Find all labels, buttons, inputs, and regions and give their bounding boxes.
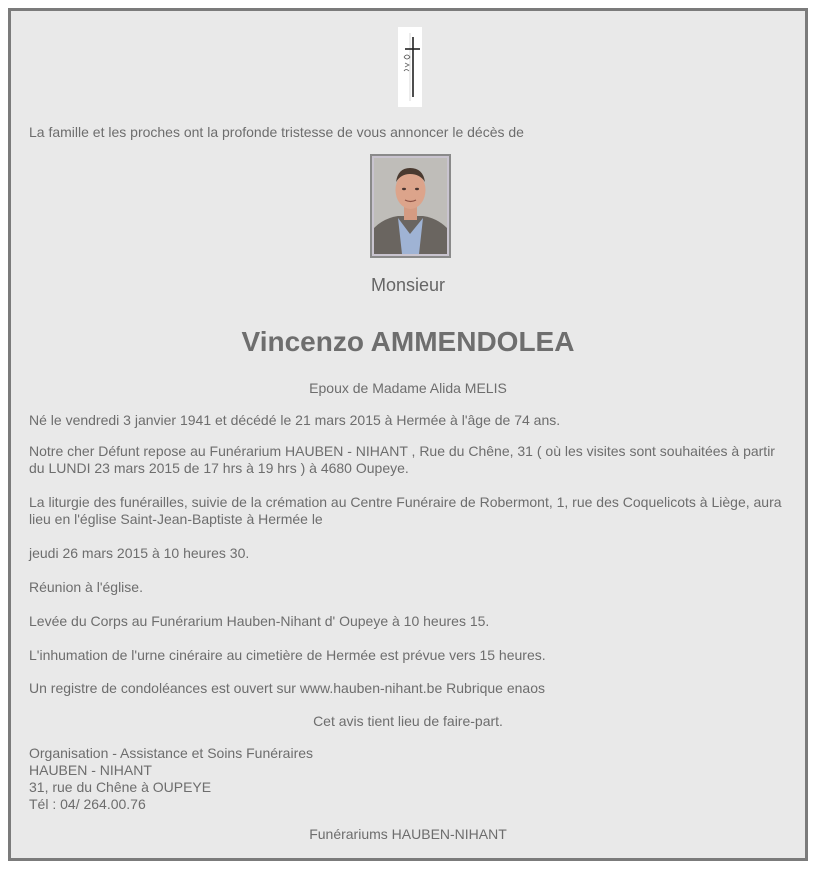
portrait-photo [370, 154, 451, 258]
burial-text: L'inhumation de l'urne cinéraire au cimetière de Hermée est prévue vers 15 heures. [29, 647, 546, 663]
ceremony-date-text: jeudi 26 mars 2015 à 10 heures 30. [29, 545, 250, 561]
footer-text: Funérariums HAUBEN-NIHANT [309, 826, 507, 842]
condolences-text: Un registre de condoléances est ouvert sur www.hauben-nihant.be Rubrique enaos [29, 680, 545, 696]
cross-icon [398, 27, 422, 107]
salutation: Monsieur [370, 275, 446, 295]
liturgy-text: La liturgie des funérailles, suivie de la crémation au Centre Funéraire de Robermont, 1, rue des Coquelicots à Liège, aura lieu en l'église Saint-Jean-Baptiste à Hermée le [29, 494, 782, 527]
organisation-line-2: HAUBEN - NIHANT [29, 762, 152, 778]
notice-text: Cet avis tient lieu de faire-part. [313, 713, 503, 729]
cross-emblem [398, 27, 422, 107]
organisation-line-1: Organisation - Assistance et Soins Funéraires [29, 745, 314, 761]
obituary-card [8, 8, 808, 861]
intro-text: La famille et les proches ont la profonde tristesse de vous annoncer le décès de [29, 124, 524, 140]
meeting-text: Réunion à l'église. [29, 579, 143, 595]
rest-place-text: Notre cher Défunt repose au Funérarium HAUBEN - NIHANT , Rue du Chêne, 31 ( où les visites sont souhaitées à partir du LUNDI 23 mars 2015 de 17 hrs à 19 hrs ) à 4680 Oupeye. [29, 443, 775, 476]
organisation-block [29, 745, 787, 813]
organisation-line-3: 31, rue du Chêne à OUPEYE [29, 779, 212, 795]
birth-death-text: Né le vendredi 3 janvier 1941 et décédé le 21 mars 2015 à Hermée à l'âge de 74 ans. [29, 412, 561, 428]
portrait-image [374, 158, 447, 254]
body-removal-text: Levée du Corps au Funérarium Hauben-Nihant d' Oupeye à 10 heures 15. [29, 613, 490, 629]
spouse-text: Epoux de Madame Alida MELIS [309, 380, 507, 396]
organisation-phone: Tél : 04/ 264.00.76 [29, 796, 146, 812]
deceased-name: Vincenzo AMMENDOLEA [241, 326, 575, 357]
